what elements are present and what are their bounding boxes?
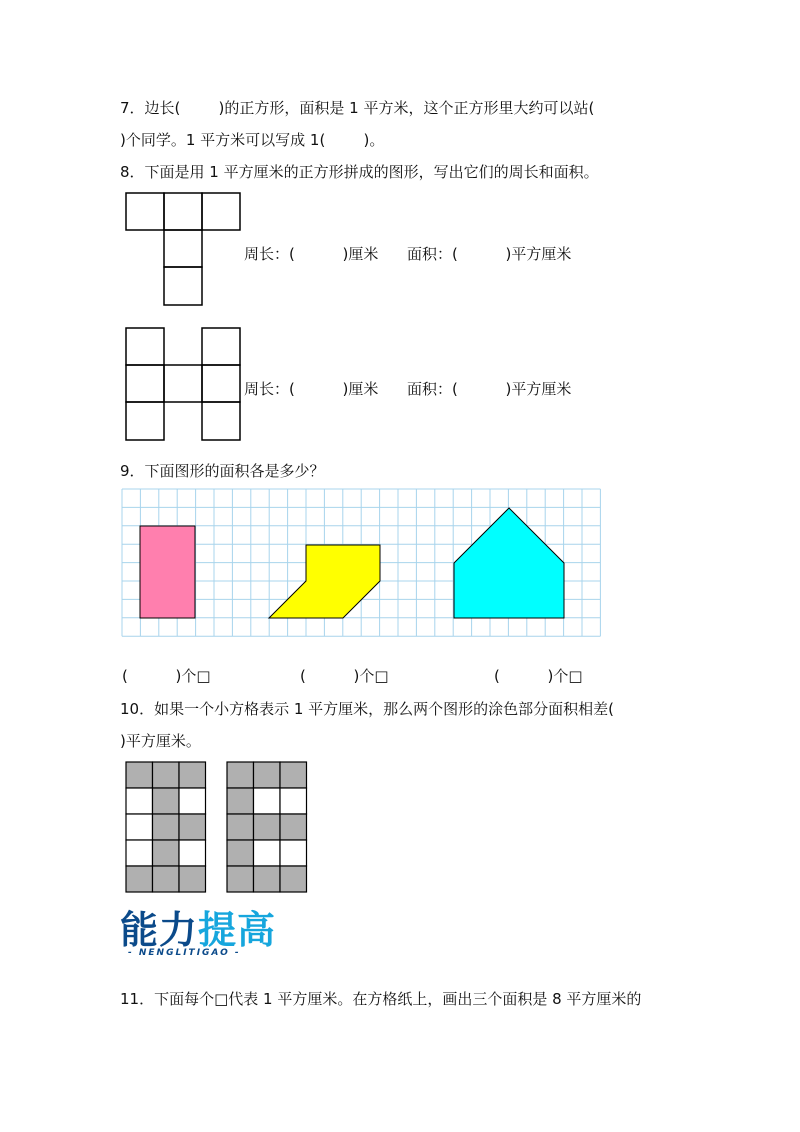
shaded-cell [280,814,307,840]
shaded-cell [254,814,281,840]
blank-cell [126,788,153,814]
shaded-cell [280,762,307,788]
q11-line1: 11．下面每个□代表 1 平方厘米。在方格纸上，画出三个面积是 8 平方厘米的 [120,990,642,1008]
q8-shape2-answer: 周长：( )厘米 面积：( )平方厘米 [244,380,572,398]
shaded-cell [153,762,180,788]
shaded-cell [153,788,180,814]
blank-cell [280,840,307,866]
q8-shape1-answer: 周长：( )厘米 面积：( )平方厘米 [244,245,572,263]
q10-line2: )平方厘米。 [120,732,201,750]
shaded-cell [227,814,254,840]
q9-answer-2: ( )个□ [300,667,389,685]
blank-cell [126,840,153,866]
blank-cell [179,788,206,814]
shaded-cell [179,762,206,788]
logo [120,910,276,958]
q10-line1: 10．如果一个小方格表示 1 平方厘米，那么两个图形的涂色部分面积相差( [120,700,615,718]
shaded-cell [254,762,281,788]
blank-cell [280,788,307,814]
shaded-cell [153,866,180,892]
logo-part1: 能力 [120,908,199,952]
shaded-cell [126,762,153,788]
shaded-cell [227,866,254,892]
shaded-cell [280,866,307,892]
shaded-cell [179,814,206,840]
shaded-cell [227,840,254,866]
q7-line1: 7．边长( )的正方形，面积是 1 平方米，这个正方形里大约可以站( [120,99,595,117]
shaded-cell [227,762,254,788]
q10-figure-right [227,762,307,892]
q10-figure-left [126,762,206,892]
shaded-cell [227,788,254,814]
shaded-cell [153,814,180,840]
blank-cell [126,814,153,840]
logo-subtitle: - NENGLITIGAO - [128,948,241,958]
blank-cell [254,788,281,814]
q8-title: 8．下面是用 1 平方厘米的正方形拼成的图形，写出它们的周长和面积。 [120,163,599,181]
logo-part2: 提高 [198,908,277,952]
q7-line2: )个同学。1 平方米可以写成 1( )。 [120,131,385,149]
shaded-cell [153,840,180,866]
q9-answer-1: ( )个□ [122,667,211,685]
q9-answer-3: ( )个□ [494,667,583,685]
shaded-cell [126,866,153,892]
blank-cell [179,840,206,866]
shaded-cell [254,866,281,892]
blank-cell [254,840,281,866]
shaded-cell [179,866,206,892]
q9-title: 9．下面图形的面积各是多少？ [120,462,325,480]
